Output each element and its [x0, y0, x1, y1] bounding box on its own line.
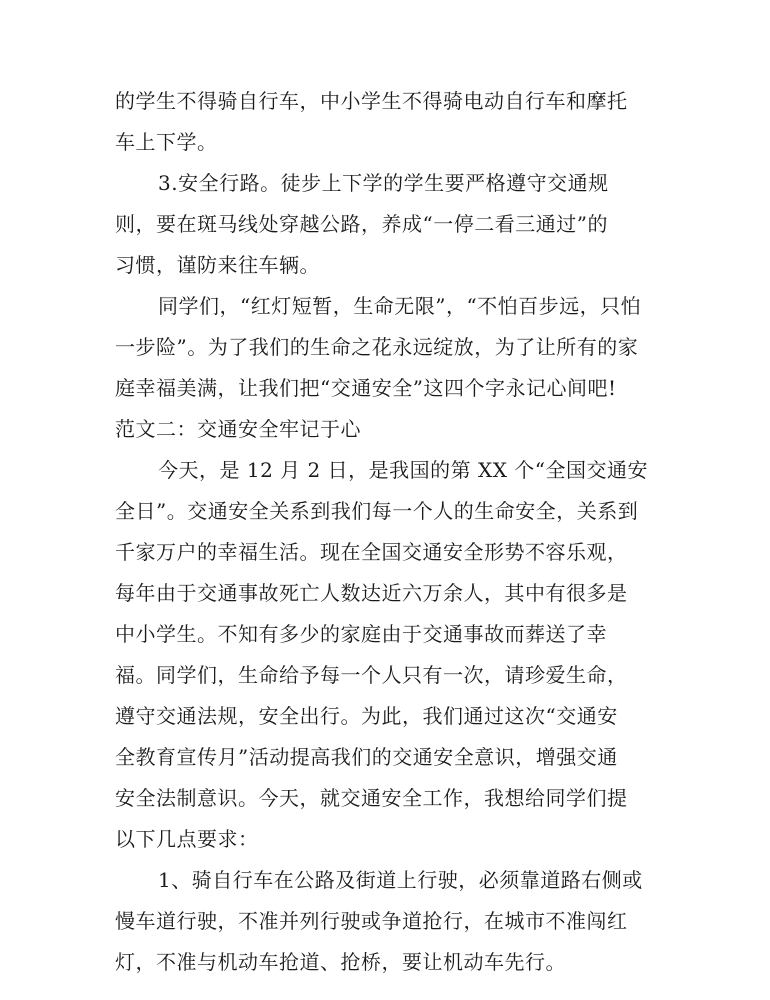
text-line: 的学生不得骑自行车，中小学生不得骑电动自行车和摩托 — [115, 89, 628, 113]
text-line: 福。同学们，生命给予每一个人只有一次，请珍爱生命， — [115, 663, 628, 687]
text-line: 慢车道行驶，不准并列行驶或争道抢行，在城市不准闯红 — [115, 909, 628, 933]
text-line: 庭幸福美满，让我们把“交通安全”这四个字永记心间吧! — [115, 376, 617, 400]
text-line: 千家万户的幸福生活。现在全国交通安全形势不容乐观， — [115, 540, 628, 564]
text-line: 一步险”。为了我们的生命之花永远绽放，为了让所有的家 — [115, 335, 639, 359]
text-line: 习惯，谨防来往车辆。 — [115, 253, 320, 277]
text-line: 每年由于交通事故死亡人数达近六万余人，其中有很多是 — [115, 581, 628, 605]
paragraph-start: 今天，是 12 月 2 日，是我国的第 XX 个“全国交通安 — [158, 458, 649, 482]
paragraph-start: 同学们，“红灯短暂，生命无限”，“不怕百步远，只怕 — [158, 294, 642, 318]
text-line: 安全法制意识。今天，就交通安全工作，我想给同学们提 — [115, 786, 628, 810]
section-heading: 范文二：交通安全牢记于心 — [115, 417, 361, 441]
text-line: 车上下学。 — [115, 130, 218, 154]
text-line: 全日”。交通安全关系到我们每一个人的生命安全，关系到 — [115, 499, 639, 523]
paragraph-start: 3.安全行路。徒步上下学的学生要严格遵守交通规 — [158, 171, 609, 195]
text-line: 全教育宣传月”活动提高我们的交通安全意识，增强交通 — [115, 745, 618, 769]
text-line: 灯，不准与机动车抢道、抢桥，要让机动车先行。 — [115, 950, 566, 974]
paragraph-start: 1、骑自行车在公路及街道上行驶，必须靠道路右侧或 — [158, 868, 643, 892]
text-line: 遵守交通法规，安全出行。为此，我们通过这次“交通安 — [115, 704, 618, 728]
text-line: 则，要在斑马线处穿越公路，养成“一停二看三通过”的 — [115, 212, 608, 236]
text-line: 中小学生。不知有多少的家庭由于交通事故而葬送了幸 — [115, 622, 607, 646]
text-line: 以下几点要求： — [115, 827, 259, 851]
